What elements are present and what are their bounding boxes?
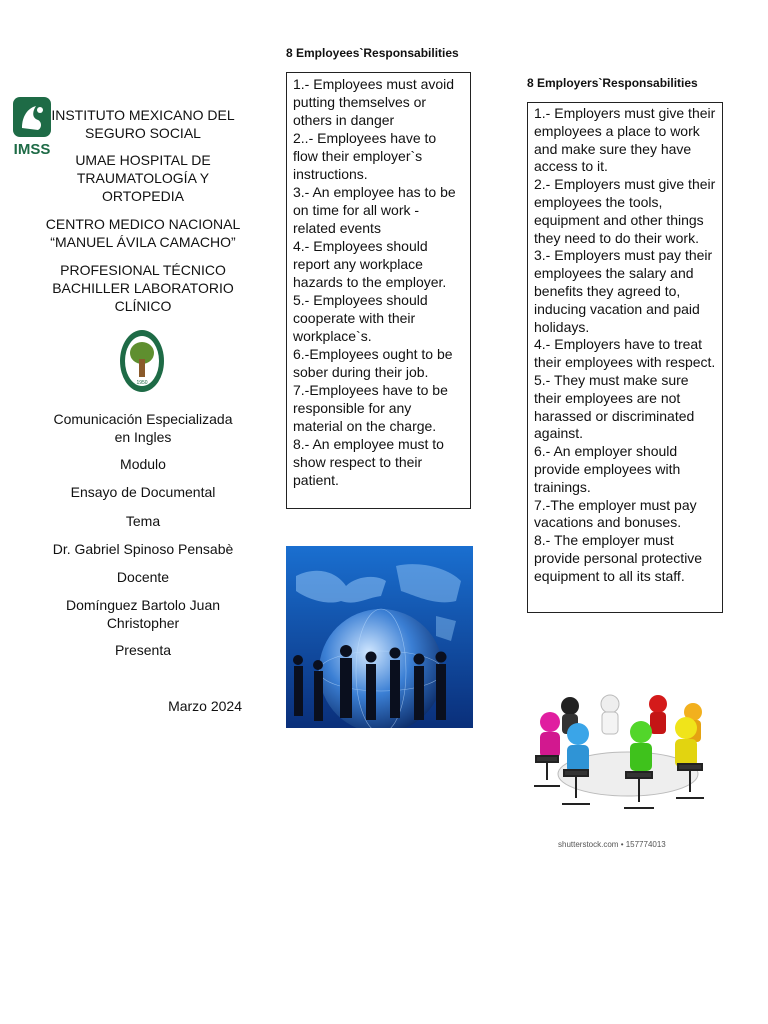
- list-item: 3.- An employee has to be on time for all work - related events: [293, 184, 456, 236]
- list-item: 4.- Employers have to treat their employees with respect.: [534, 336, 716, 371]
- list-item: 4.- Employees should report any workplace hazards to the employer.: [293, 238, 447, 290]
- presents-label: Presenta: [114, 642, 172, 658]
- team-meeting-image: [528, 694, 724, 816]
- program-name: PROFESIONAL TÉCNICO BACHILLER LABORATORIO CLÍNICO: [52, 262, 234, 314]
- list-item: 8.- The employer must provide personal protective equipment to all its staff.: [534, 532, 703, 584]
- hospital-name: UMAE HOSPITAL DE TRAUMATOLOGÍA Y ORTOPEDIA: [75, 152, 211, 204]
- student-name: Domínguez Bartolo Juan Christopher: [65, 597, 221, 631]
- teacher-label: Docente: [116, 569, 170, 585]
- list-item: 6.-Employees ought to be sober during their job.: [293, 346, 453, 380]
- date: Marzo 2024: [168, 698, 242, 714]
- list-item: 6.- An employer should provide employees with trainings.: [534, 443, 681, 495]
- list-item: 8.- An employee must to show respect to their patient.: [293, 436, 444, 488]
- imss-logo-text: IMSS: [13, 141, 51, 158]
- work-title: Ensayo de Documental: [70, 484, 216, 500]
- institution-name: INSTITUTO MEXICANO DEL SEGURO SOCIAL: [51, 107, 235, 141]
- list-item: 2..- Employees have to flow their employer`s instructions.: [293, 130, 437, 182]
- school-seal-logo: [119, 329, 165, 393]
- medical-center-name: CENTRO MEDICO NACIONAL “MANUEL ÁVILA CAMACHO”: [45, 216, 241, 250]
- list-item: 1.- Employers must give their employees a place to work and make sure they have access to it.: [534, 105, 716, 175]
- employees-list: [286, 72, 471, 509]
- list-item: 3.- Employers must pay their employees the salary and benefits they agreed to, inducing vacation and paid holidays.: [534, 247, 713, 335]
- employees-heading: 8 Employees`Responsabilities: [286, 46, 459, 60]
- seal-year: 1950: [136, 380, 148, 386]
- list-item: 7.-Employees have to be responsible for any material on the charge.: [293, 382, 448, 434]
- course-name: Comunicación Especializada en Ingles: [53, 411, 233, 445]
- image-watermark: shutterstock.com • 157774013: [558, 840, 666, 849]
- list-item: 2.- Employers must give their employees the tools, equipment and other things they need to do their work.: [534, 176, 716, 246]
- module-label: Modulo: [120, 456, 166, 472]
- list-item: 7.-The employer must pay vacations and bonuses.: [534, 496, 697, 531]
- list-item: 5.- Employees should cooperate with their workplace`s.: [293, 292, 428, 344]
- employers-heading: 8 Employers`Responsabilities: [527, 76, 698, 90]
- topic-label: Tema: [125, 513, 161, 529]
- list-item: 5.- They must make sure their employees are not harassed or discriminated against.: [534, 371, 695, 442]
- teacher-name: Dr. Gabriel Spinoso Pensabè: [52, 541, 234, 557]
- list-item: 1.- Employees must avoid putting themselves or others in danger: [293, 76, 455, 128]
- employers-list: [527, 102, 723, 613]
- globe-business-image: [286, 546, 473, 728]
